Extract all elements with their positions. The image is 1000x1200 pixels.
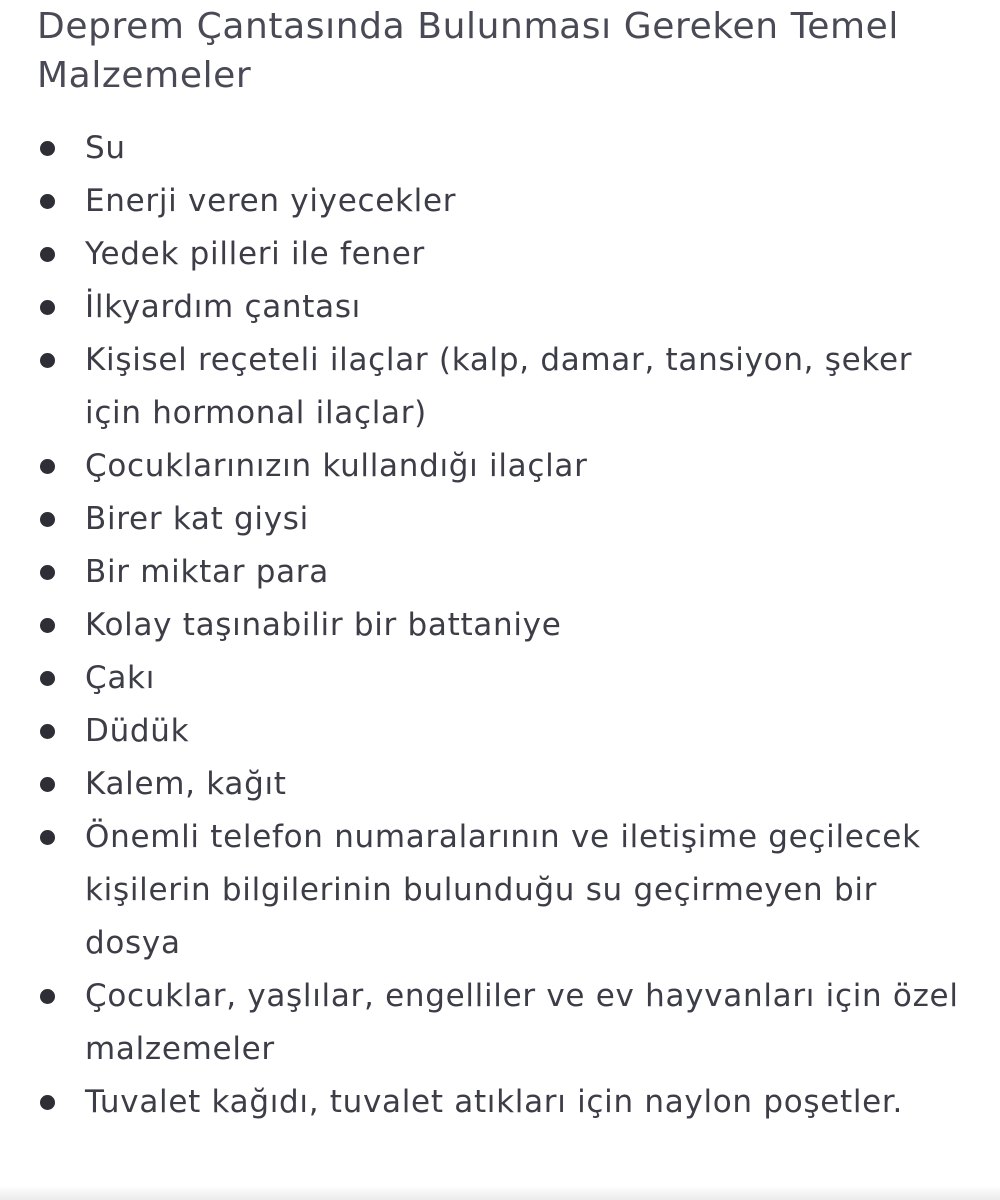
list-item [0, 440, 1000, 493]
list-item [0, 281, 1000, 334]
list-item [0, 811, 1000, 970]
supply-list [0, 122, 1000, 1129]
list-item-text: Kolay taşınabilir bir battaniye [85, 607, 562, 643]
page-title: Deprem Çantasında Bulunması Gereken Temel Malzemeler [37, 6, 900, 96]
list-item [0, 1076, 1000, 1129]
list-item [0, 175, 1000, 228]
list-item-text: Kalem, kağıt [85, 766, 287, 802]
list-item-text: Çocuklar, yaşlılar, engelliler ve ev hayvanları için özel malzemeler [85, 978, 959, 1067]
list-item [0, 334, 1000, 440]
list-item-text: Yedek pilleri ile fener [85, 236, 425, 272]
bullet-icon [40, 194, 55, 209]
bullet-icon [40, 565, 55, 580]
list-item-text: Çakı [85, 660, 156, 696]
bullet-icon [40, 247, 55, 262]
list-item-text: Kişisel reçeteli ilaçlar (kalp, damar, tansiyon, şeker için hormonal ilaçlar) [85, 342, 913, 431]
list-item-text: Bir miktar para [85, 554, 329, 590]
bullet-icon [40, 1095, 55, 1110]
list-item [0, 758, 1000, 811]
list-item [0, 970, 1000, 1076]
list-item-text: İlkyardım çantası [85, 289, 361, 325]
list-item-text: Düdük [85, 713, 190, 749]
list-item [0, 599, 1000, 652]
list-item [0, 546, 1000, 599]
list-item [0, 652, 1000, 705]
list-item [0, 705, 1000, 758]
list-item-text: Birer kat giysi [85, 501, 309, 537]
bullet-icon [40, 724, 55, 739]
list-item-text: Su [85, 130, 126, 166]
list-item-text: Önemli telefon numaralarının ve iletişime geçilecek kişilerin bilgilerinin bulunduğu su geçirmeyen bir dosya [85, 819, 921, 961]
list-item-text: Tuvalet kağıdı, tuvalet atıkları için naylon poşetler. [85, 1084, 904, 1120]
bullet-icon [40, 512, 55, 527]
bullet-icon [40, 353, 55, 368]
list-item-text: Enerji veren yiyecekler [85, 183, 457, 219]
list-item [0, 493, 1000, 546]
bullet-icon [40, 459, 55, 474]
list-item [0, 228, 1000, 281]
bullet-icon [40, 989, 55, 1004]
list-item [0, 122, 1000, 175]
bottom-shadow [0, 1186, 1000, 1200]
bullet-icon [40, 141, 55, 156]
bullet-icon [40, 300, 55, 315]
bullet-icon [40, 777, 55, 792]
bullet-icon [40, 618, 55, 633]
bullet-icon [40, 830, 55, 845]
bullet-icon [40, 671, 55, 686]
list-item-text: Çocuklarınızın kullandığı ilaçlar [85, 448, 588, 484]
